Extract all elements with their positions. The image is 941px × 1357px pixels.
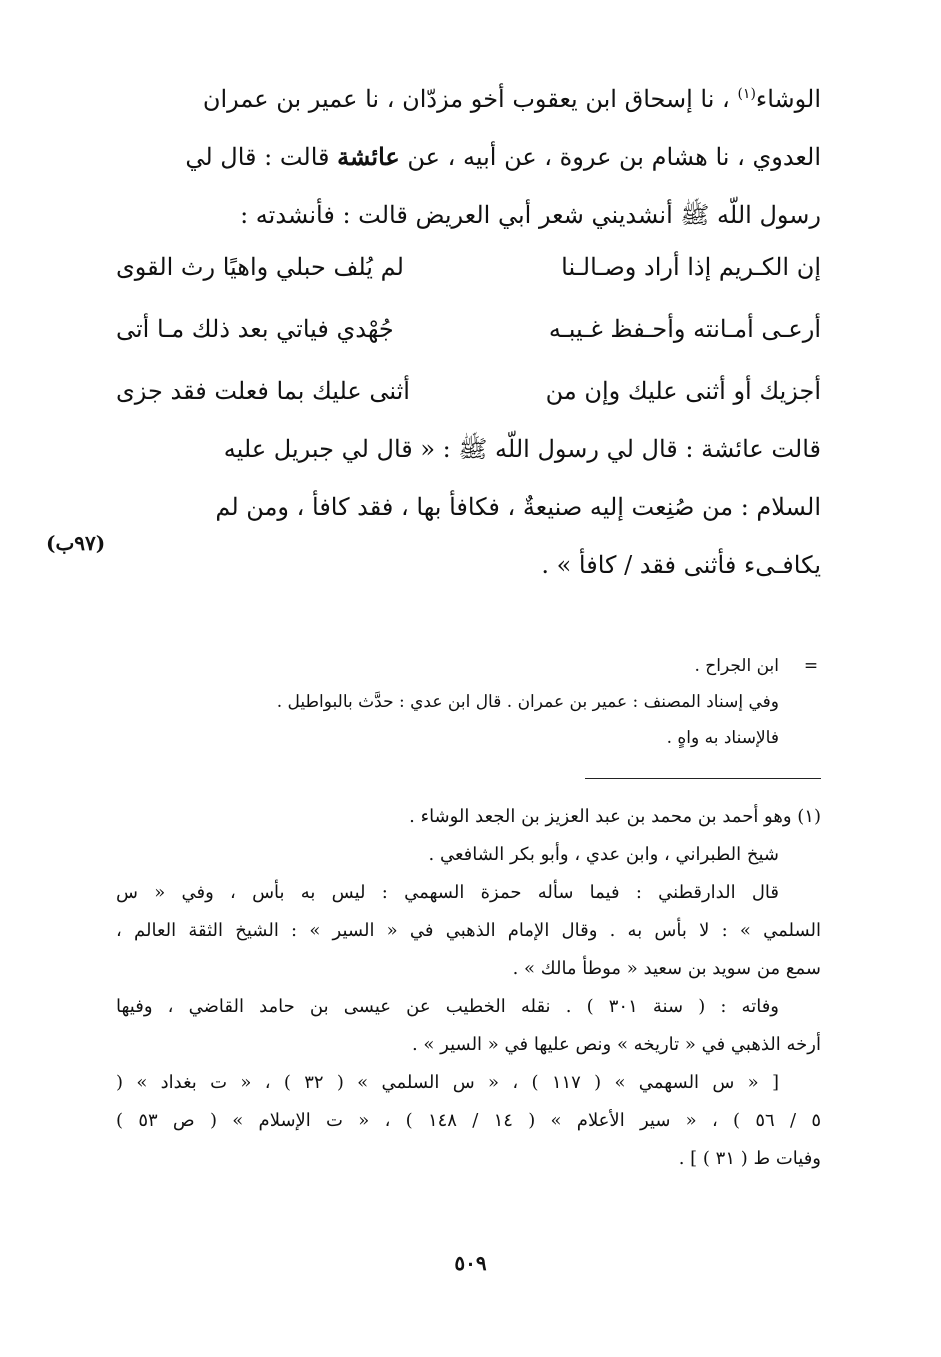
main-paragraph-1	[116, 70, 821, 244]
footnote-line: ٥ / ٥٦ ) ، « سير الأعلام » ( ١٤ / ١٤٨ ) ، « ت الإسلام » ( ص ٥٣ )	[116, 1110, 821, 1131]
main-paragraph-2	[116, 420, 821, 594]
poem-verse	[116, 236, 821, 298]
footnote-line: شيخ الطبراني ، وابن عدي ، وأبو بكر الشافعي .	[428, 844, 779, 865]
text-span: وهو أحمد بن محمد بن عبد العزيز بن الجعد الوشاء .	[409, 806, 792, 827]
footnote-line: السلمي » : لا بأس به . وقال الإمام الذهبي في « السير » : الشيخ الثقة العالم ،	[116, 920, 821, 941]
footnote-reference[interactable]: (١)	[737, 86, 756, 102]
footnote-divider	[585, 778, 821, 779]
main-line: رسول اللّه ﷺ أنشديني شعر أبي العريض قالت : فأنشدته :	[240, 201, 821, 229]
note-line: ابن الجراح .	[694, 656, 779, 676]
page-number: ٥٠٩	[454, 1251, 487, 1275]
note-line: وفي إسناد المصنف : عمير بن عمران . قال ابن عدي : حدَّث بالبواطيل .	[276, 692, 779, 712]
footnote-line: وفيات ط ( ٣١ ) ] .	[678, 1148, 821, 1169]
footnote-line: أرخه الذهبي في « تاريخه » ونص عليها في « السير » .	[411, 1034, 821, 1055]
bold-name: عائشة	[337, 142, 400, 171]
text-span: الوشاء	[755, 85, 821, 113]
footnote-number: (١)	[797, 806, 821, 827]
continued-notes	[116, 648, 821, 756]
text-span: ، نا إسحاق ابن يعقوب أخو مزدّان ، نا عمير بن عمران	[202, 85, 730, 113]
poem-verse	[116, 360, 821, 422]
footnotes	[116, 798, 821, 1178]
footnote-line	[116, 798, 821, 836]
hemistich-first: أجزيك أو أثنى عليك وإن من	[545, 377, 821, 405]
main-line: السلام : من صُنِعت إليه صنيعةٌ ، فكافأ بها ، فقد كافأ ، ومن لم	[215, 493, 821, 521]
continuation-marker: =	[803, 656, 819, 676]
manuscript-folio-marker: (٩٧ب)	[46, 531, 106, 555]
footnote-line: قال الدارقطني : فيما سأله حمزة السهمي : ليس به بأس ، وفي « س	[116, 882, 779, 903]
hemistich-first: أرعـى أمـانته وأحـفظ غـيبـه	[548, 315, 821, 343]
main-line	[116, 70, 821, 128]
poem-verse	[116, 298, 821, 360]
text-span: قالت : قال لي	[185, 143, 330, 171]
hemistich-second: جُهْدي فياتي بعد ذلك مـا أتى	[116, 315, 394, 343]
footnote-line: [ « س السهمي » ( ١١٧ ) ، « س السلمي » ( ٣٢ ) ، « ت بغداد » (	[116, 1072, 779, 1093]
poem	[116, 236, 821, 422]
hemistich-second: لم يُلف حبلي واهيًا رث القوى	[116, 253, 404, 281]
text-span: العدوي ، نا هشام بن عروة ، عن أبيه ، عن	[407, 143, 821, 171]
main-line: يكافـىء فأثنى فقد / كافأ » .	[541, 551, 821, 579]
footnote-line: وفاته : ( سنة ٣٠١ ) . نقله الخطيب عن عيسى بن حامد القاضي ، وفيها	[116, 996, 779, 1017]
main-line: قالت عائشة : قال لي رسول اللّه ﷺ : « قال لي جبريل عليه	[223, 435, 821, 463]
footnote-line: سمع من سويد بن سعيد « موطأ مالك » .	[512, 958, 821, 979]
note-line: فالإسناد به واهٍ .	[666, 728, 779, 748]
main-line	[116, 128, 821, 186]
hemistich-first: إن الكـريم إذا أراد وصـالـنا	[561, 253, 821, 281]
hemistich-second: أثنى عليك بما فعلت فقد جزى	[116, 377, 410, 405]
